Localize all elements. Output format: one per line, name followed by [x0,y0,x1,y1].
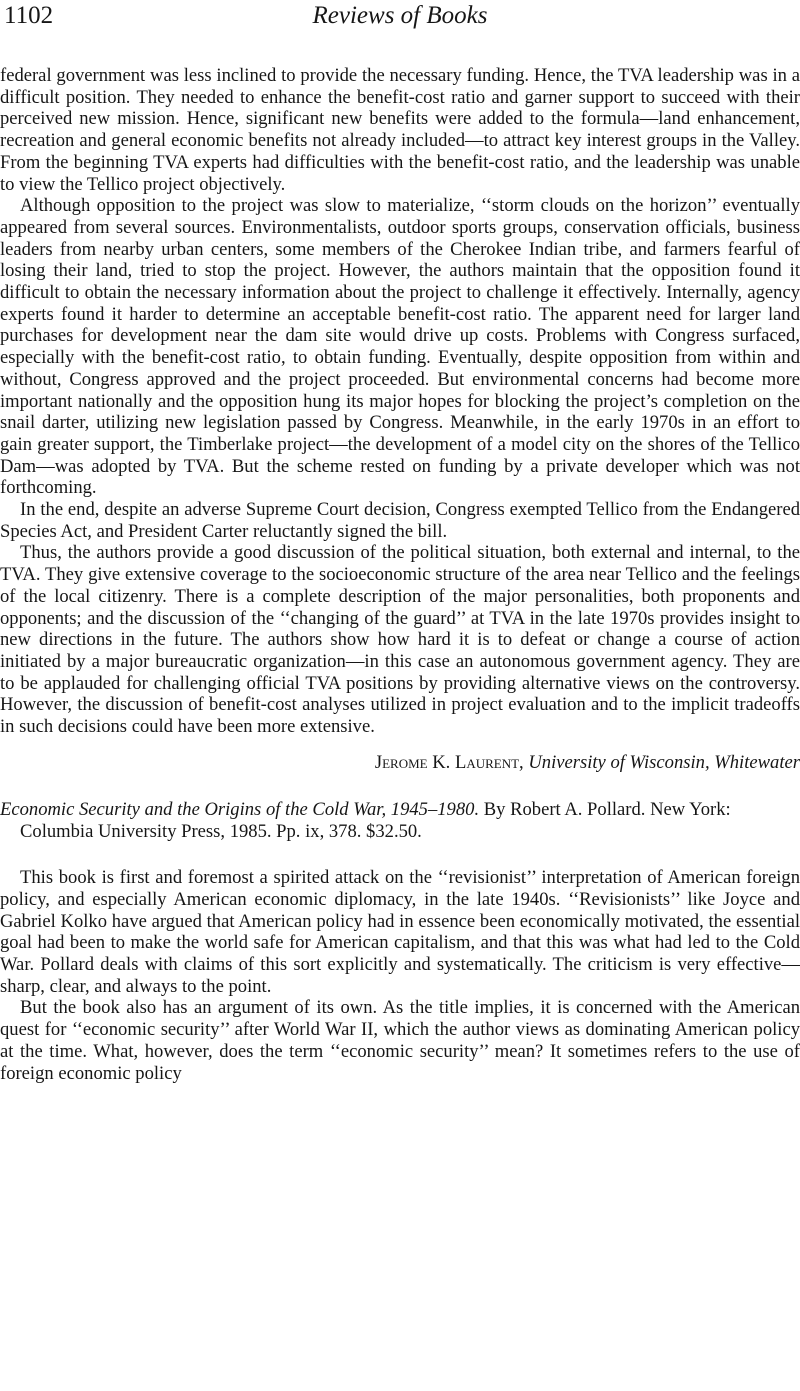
review2-paragraph-1: This book is first and foremost a spirited attack on the ‘‘revisionist’’ interpretation of American foreign policy, and especially American economic diplomacy, in the late 1940s. ‘‘Revisionists’’ like Joyce and Gabriel Kolko have argued that American policy had in essence been economically motivated, the essential goal had been to make the world safe for American capitalism, and that this was what had led to the Cold War. Pollard deals with claims of this sort explicitly and systematically. The criticism is very effective—sharp, clear, and always to the point. [0,867,800,997]
review1-paragraph-1: federal government was less inclined to provide the necessary funding. Hence, the TVA leadership was in a difficult position. They needed to enhance the benefit-cost ratio and garner support to succeed with their perceived new mission. Hence, significant new benefits were added to the formula—land enhancement, recreation and general economic benefits not already included—to attract key interest groups in the Valley. From the beginning TVA experts had difficulties with the benefit-cost ratio, and the leadership was unable to view the Tellico project objectively. [0,65,800,195]
page-header [0,0,800,40]
review2-paragraph-2: But the book also has an argument of its own. As the title implies, it is concerned with the American quest for ‘‘economic security’’ after World War II, which the author views as dominating American policy at the time. What, however, does the term ‘‘economic security’’ mean? It sometimes refers to the use of foreign economic policy [0,997,800,1084]
book-details: By Robert A. Pollard. New York: Columbia University Press, 1985. Pp. ix, 378. $32.50. [20,798,731,842]
review1-paragraph-4: Thus, the authors provide a good discussion of the political situation, both external and internal, to the TVA. They give extensive coverage to the socioeconomic structure of the area near Tellico and the feelings of the local citizenry. There is a complete description of the major personalities, both proponents and opponents; and the discussion of the ‘‘changing of the guard’’ at TVA in the late 1970s provides insight to new directions in the future. The authors show how hard it is to defeat or change a course of action initiated by a major bureaucratic organization—in this case an autonomous government agency. They are to be applauded for challenging official TVA positions by providing alternative views on the controversy. However, the discussion of benefit-cost analyses utilized in project evaluation and to the implicit tradeoffs in such decisions could have been more extensive. [0,542,800,738]
running-title: Reviews of Books [312,2,488,29]
reviewer-signature: Jerome K. Laurent, University of Wisconsin, Whitewater [374,751,800,773]
page-number: 1102 [4,2,54,29]
review1-paragraph-2: Although opposition to the project was slow to materialize, ‘‘storm clouds on the horizon’’ eventually appeared from several sources. Environmentalists, outdoor sports groups, conservation officials, business leaders from nearby urban centers, some members of the Cherokee Indian tribe, and farmers fearful of losing their land, tried to stop the project. However, the authors maintain that the opposition found it difficult to obtain the necessary information about the project to challenge it effectively. Internally, agency experts found it harder to determine an acceptable benefit-cost ratio. The apparent need for larger land purchases for development near the dam site would drive up costs. Problems with Congress surfaced, especially with the benefit-cost ratio, to obtain funding. Eventually, despite opposition from within and without, Congress approved and the project proceeded. But environmental concerns had become more important nationally and the opposition hung its major hopes for blocking the project’s completion on the snail darter, utilizing new legislation passed by Congress. Meanwhile, in the early 1970s in an effort to gain greater support, the Timberlake project—the development of a model city on the shores of the Tellico Dam—was adopted by TVA. But the scheme rested on funding by a private developer which was not forthcoming. [0,195,800,499]
review1-paragraph-3: In the end, despite an adverse Supreme Court decision, Congress exempted Tellico from the Endangered Species Act, and President Carter reluctantly signed the bill. [0,499,800,542]
book-title: Economic Security and the Origins of the Cold War, 1945–1980. [0,798,480,820]
review-tellico [0,65,800,774]
reviewer-name: Jerome K. Laurent [374,751,520,773]
page-body [0,65,800,1084]
review-economic-security [0,799,800,1084]
reviewer-affiliation: University of Wisconsin, Whitewater [528,751,800,773]
book-citation [0,799,800,842]
